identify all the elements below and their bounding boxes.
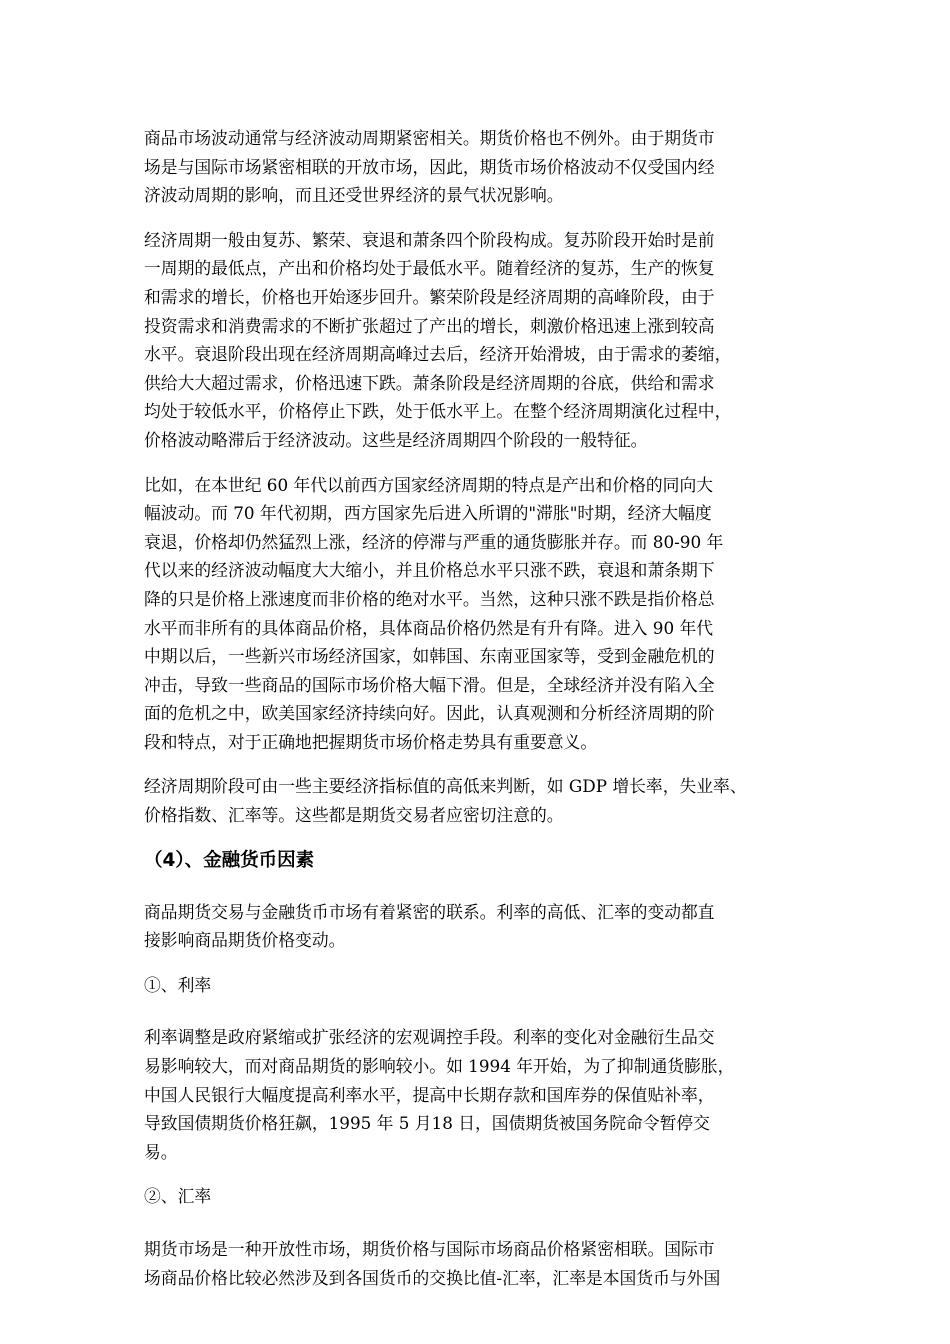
text-line: 场商品价格比较必然涉及到各国货币的交换比值-汇率，汇率是本国货币与外国: [144, 1267, 721, 1288]
text-line: 商品市场波动通常与经济波动周期紧密相关。期货价格也不例外。由于期货市: [144, 128, 715, 148]
text-line: 冲击，导致一些商品的国际市场价格大幅下滑。但是，全球经济并没有陷入全: [144, 674, 715, 695]
text-line: 比如，在本世纪 60 年代以前西方国家经济周期的特点是产出和价格的同向大: [144, 474, 714, 495]
text-line: 幅波动。而 70 年代初期，西方国家先后进入所谓的"滞胀"时期，经济大幅度: [144, 503, 712, 524]
paragraph-exchange-rate: [144, 1235, 816, 1292]
paragraph-interest-rate: [144, 1023, 816, 1166]
text-line: 降的只是价格上涨速度而非价格的绝对水平。当然，这种只涨不跌是指价格总: [144, 588, 715, 609]
text-line: 价格指数、汇率等。这些都是期货交易者应密切注意的。: [144, 805, 564, 826]
paragraph-market-cycle: [144, 124, 816, 210]
text-line: 济波动周期的影响，而且还受世界经济的景气状况影响。: [144, 185, 564, 206]
text-line: 中期以后，一些新兴市场经济国家，如韩国、东南亚国家等，受到金融危机的: [144, 646, 715, 667]
paragraph-cycle-stages: [144, 226, 816, 455]
text-line: 接影响商品期货价格变动。: [144, 930, 346, 951]
text-line: 供给大大超过需求，价格迅速下跌。萧条阶段是经济周期的谷底，供给和需求: [144, 372, 715, 393]
text-line: 和需求的增长，价格也开始逐步回升。繁荣阶段是经济周期的高峰阶段，由于: [144, 286, 715, 307]
text-line: 段和特点，对于正确地把握期货市场价格走势具有重要意义。: [144, 731, 598, 752]
text-line: 投资需求和消费需求的不断扩张超过了产出的增长，刺激价格迅速上涨到较高: [144, 315, 715, 336]
text-line: 衰退，价格却仍然猛烈上涨，经济的停滞与严重的通货膨胀并存。而 80-90 年: [144, 531, 724, 552]
text-line: 易。: [144, 1141, 178, 1162]
section-heading: （4）、金融货币因素: [144, 849, 315, 871]
text-line: 导致国债期货价格狂飙，1995 年 5 月18 日，国债期货被国务院命令暂停交: [144, 1113, 710, 1134]
text-line: 易影响较大，而对商品期货的影响较小。如 1994 年开始，为了抑制通货膨胀，: [144, 1056, 735, 1077]
subheading-interest-rate: ①、利率: [144, 974, 212, 995]
text-line: 水平。衰退阶段出现在经济周期高峰过去后，经济开始滑坡，由于需求的萎缩，: [144, 344, 732, 365]
paragraph-indicators: [144, 772, 816, 829]
text-line: 利率调整是政府紧缩或扩张经济的宏观调控手段。利率的变化对金融衍生品交: [144, 1027, 715, 1048]
text-line: 场是与国际市场紧密相联的开放市场，因此，期货市场价格波动不仅受国内经: [144, 156, 715, 177]
document-body: [144, 124, 816, 1308]
text-line: 经济周期阶段可由一些主要经济指标值的高低来判断，如 GDP 增长率，失业率、: [144, 776, 747, 797]
text-line: 水平而非所有的具体商品价格，具体商品价格仍然是有升有降。进入 90 年代: [144, 617, 714, 638]
paragraph-example: [144, 471, 816, 757]
text-line: 一周期的最低点，产出和价格均处于最低水平。随着经济的复苏，生产的恢复: [144, 258, 715, 279]
text-line: 中国人民银行大幅度提高利率水平，提高中长期存款和国库券的保值贴补率，: [144, 1084, 715, 1105]
text-line: 价格波动略滞后于经济波动。这些是经济周期四个阶段的一般特征。: [144, 429, 648, 450]
text-line: 商品期货交易与金融货币市场有着紧密的联系。利率的高低、汇率的变动都直: [144, 901, 715, 922]
text-line: 经济周期一般由复苏、繁荣、衰退和萧条四个阶段构成。复苏阶段开始时是前: [144, 229, 715, 250]
text-line: 面的危机之中，欧美国家经济持续向好。因此，认真观测和分析经济周期的阶: [144, 703, 715, 724]
text-line: 期货市场是一种开放性市场，期货价格与国际市场商品价格紧密相联。国际市: [144, 1239, 715, 1259]
paragraph-finance-intro: [144, 898, 816, 955]
text-line: 代以来的经济波动幅度大大缩小，并且价格总水平只涨不跌，衰退和萧条期下: [144, 560, 715, 581]
subheading-exchange-rate: ②、汇率: [144, 1186, 212, 1207]
text-line: 均处于较低水平，价格停止下跌，处于低水平上。在整个经济周期演化过程中，: [144, 401, 732, 422]
